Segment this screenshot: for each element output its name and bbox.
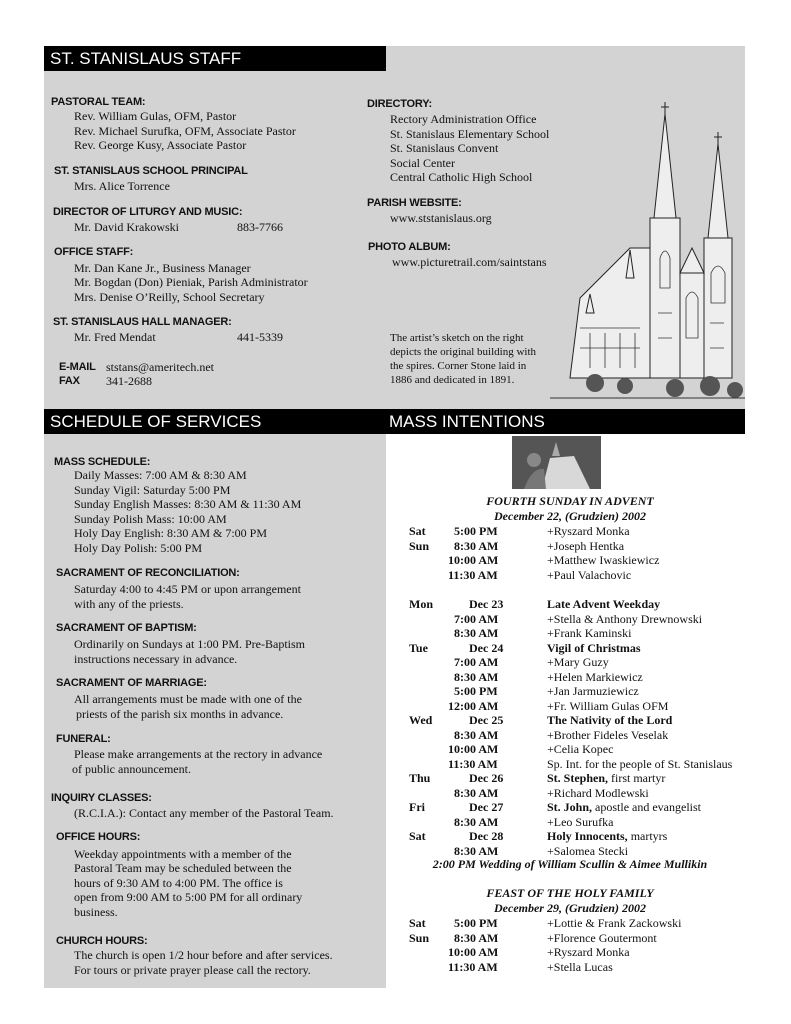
office-staff-label: OFFICE STAFF:: [54, 246, 134, 258]
inquiry-line: (R.C.I.A.): Contact any member of the Pastoral Team.: [74, 806, 334, 820]
intention-extra: first martyr: [608, 771, 666, 785]
website-label: PARISH WEBSITE:: [367, 197, 462, 209]
church-sketch-image: [550, 98, 745, 409]
intention-text: +Jan Jarmuziewicz: [547, 684, 639, 698]
intention-extra: martyrs: [627, 829, 668, 843]
hall-manager-name: Mr. Fred Mendat: [74, 330, 156, 344]
inquiry-label: INQUIRY CLASSES:: [51, 792, 152, 804]
intention-time: 10:00 AM: [448, 945, 499, 960]
marriage-label: SACRAMENT OF MARRIAGE:: [56, 677, 207, 689]
intention-text: Late Advent Weekday: [547, 597, 661, 611]
intention-text: +Salomea Stecki: [547, 843, 629, 858]
intention-time: Dec 27: [469, 800, 504, 814]
directory-name: St. Stanislaus Convent: [390, 141, 499, 155]
directory-name: Rectory Administration Office: [390, 112, 537, 126]
directory-name: St. Stanislaus Elementary School: [390, 127, 550, 141]
week2-title: FEAST OF THE HOLY FAMILY: [486, 886, 654, 900]
intention-text: St. John, apostle and evangelist: [547, 800, 701, 814]
intention-text: +Ryszard Monka: [547, 945, 630, 960]
reconciliation-label: SACRAMENT OF RECONCILIATION:: [56, 567, 240, 579]
sketch-caption: The artist’s sketch on the right depicts the original building with the spires. Corner Stone laid in 1886 and dedicated in 1891.: [390, 332, 537, 386]
intention-time: Dec 28: [469, 829, 504, 843]
intention-time: 11:30 AM: [448, 756, 498, 771]
office-hours-line: hours of 9:30 AM to 4:00 PM. The office is: [74, 876, 283, 890]
funeral-line: of public announcement.: [72, 762, 191, 776]
intention-text: +Fr. William Gulas OFM: [547, 698, 669, 713]
intention-day: Sat: [409, 524, 426, 538]
hall-manager-label: ST. STANISLAUS HALL MANAGER:: [53, 316, 232, 328]
intention-text: Vigil of Christmas: [547, 640, 641, 655]
liturgy-name: Mr. David Krakowski: [74, 220, 179, 234]
intention-day: Sun: [409, 538, 430, 553]
office-staff-line: Mr. Dan Kane Jr., Business Manager: [74, 261, 251, 275]
office-hours-line: open from 9:00 AM to 5:00 PM for all ordinary: [74, 890, 303, 904]
intention-text: +Florence Goutermont: [547, 930, 657, 945]
intention-day: Wed: [409, 713, 433, 727]
staff-header: ST. STANISLAUS STAFF: [44, 46, 386, 71]
intention-time: 10:00 AM: [448, 553, 499, 568]
intention-time: 5:00 PM: [454, 916, 498, 930]
funeral-line: Please make arrangements at the rectory in advance: [74, 747, 323, 761]
funeral-label: FUNERAL:: [56, 733, 111, 745]
week1-date: December 22, (Grudzien) 2002: [494, 509, 646, 523]
intention-text: Holy Innocents, martyrs: [547, 829, 668, 843]
intention-day: Tue: [409, 640, 428, 655]
reconciliation-line: with any of the priests.: [74, 597, 184, 611]
office-staff-line: Mrs. Denise O’Reilly, School Secretary: [74, 290, 265, 304]
intention-time: 8:30 AM: [454, 669, 499, 684]
office-hours-label: OFFICE HOURS:: [56, 831, 141, 843]
intention-time: Dec 25: [469, 713, 504, 727]
directory-name: Central Catholic High School: [390, 170, 533, 184]
church-hours-line: For tours or private prayer please call the rectory.: [74, 963, 311, 977]
email-value[interactable]: ststans@ameritech.net: [106, 360, 215, 374]
intention-day: Sat: [409, 829, 426, 843]
intention-text: +Joseph Hentka: [547, 538, 625, 553]
mass-line: Holy Day English: 8:30 AM & 7:00 PM: [74, 526, 268, 540]
intention-day: Sun: [409, 930, 430, 945]
intention-text: +Helen Markiewicz: [547, 669, 643, 684]
intention-text: +Stella & Anthony Drewnowski: [547, 611, 703, 626]
intention-text: +Paul Valachovic: [547, 567, 632, 582]
mass-line: Sunday English Masses: 8:30 AM & 11:30 AM: [74, 497, 302, 511]
intention-day: Fri: [409, 800, 425, 814]
week2-date: December 29, (Grudzien) 2002: [494, 901, 646, 915]
intention-text: Sp. Int. for the people of St. Stanislaus: [547, 756, 733, 771]
intention-time: 11:30 AM: [448, 567, 498, 582]
principal-name: Mrs. Alice Torrence: [74, 179, 170, 193]
baptism-line: instructions necessary in advance.: [74, 652, 238, 666]
intention-text: The Nativity of the Lord: [547, 713, 673, 727]
principal-label: ST. STANISLAUS SCHOOL PRINCIPAL: [54, 165, 248, 177]
intention-text: +Richard Modlewski: [547, 785, 649, 800]
intention-text: +Frank Kaminski: [547, 626, 632, 640]
intention-text: +Brother Fideles Veselak: [547, 727, 669, 742]
liturgy-label: DIRECTOR OF LITURGY AND MUSIC:: [53, 206, 243, 218]
intention-time: 8:30 AM: [454, 626, 499, 640]
fax-label: FAX: [59, 375, 80, 387]
week1-title: FOURTH SUNDAY IN ADVENT: [486, 494, 654, 508]
pastoral-line: Rev. George Kusy, Associate Pastor: [74, 138, 247, 152]
mass-line: Sunday Polish Mass: 10:00 AM: [74, 512, 227, 526]
intention-time: 7:00 AM: [454, 655, 499, 669]
intention-time: 7:00 AM: [454, 611, 499, 626]
photo-album-link[interactable]: www.picturetrail.com/saintstans: [392, 255, 547, 269]
wedding-note: 2:00 PM Wedding of William Scullin & Aimee Mullikin: [432, 857, 708, 871]
office-hours-line: business.: [74, 905, 118, 919]
intention-time: 8:30 AM: [454, 930, 499, 945]
nativity-image: [512, 436, 601, 489]
intention-time: 12:00 AM: [448, 698, 499, 713]
pastoral-line: Rev. William Gulas, OFM, Pastor: [74, 109, 237, 123]
pastoral-team-label: PASTORAL TEAM:: [51, 96, 146, 108]
intention-extra: apostle and evangelist: [592, 800, 701, 814]
email-label: E-MAIL: [59, 361, 96, 373]
intention-time: 10:00 AM: [448, 742, 499, 756]
intention-day: Mon: [409, 597, 433, 611]
reconciliation-line: Saturday 4:00 to 4:45 PM or upon arrangement: [74, 582, 301, 596]
intention-text: +Matthew Iwaskiewicz: [547, 553, 660, 568]
intention-time: 8:30 AM: [454, 727, 499, 742]
church-hours-line: The church is open 1/2 hour before and after services.: [74, 948, 333, 962]
intention-time: 5:00 PM: [454, 684, 498, 698]
intention-text: +Lottie & Frank Zackowski: [547, 916, 682, 930]
intention-time: Dec 24: [469, 640, 504, 655]
intention-time: 8:30 AM: [454, 538, 499, 553]
baptism-label: SACRAMENT OF BAPTISM:: [56, 622, 197, 634]
intention-time: 8:30 AM: [454, 843, 499, 858]
marriage-line: priests of the parish six months in advance.: [76, 707, 284, 721]
mass-schedule-label: MASS SCHEDULE:: [54, 456, 151, 468]
intention-text: +Ryszard Monka: [547, 524, 630, 538]
intention-time: 5:00 PM: [454, 524, 498, 538]
website-link[interactable]: www.ststanislaus.org: [390, 211, 492, 225]
liturgy-phone: 883-7766: [237, 220, 283, 234]
intention-time: 8:30 AM: [454, 785, 499, 800]
intention-text: +Leo Surufka: [547, 814, 614, 829]
office-hours-line: Weekday appointments with a member of the: [74, 847, 292, 861]
intentions-header: MASS INTENTIONS: [383, 409, 745, 434]
intention-text: +Celia Kopec: [547, 742, 614, 756]
intention-time: Dec 23: [469, 597, 504, 611]
intention-text: St. Stephen, first martyr: [547, 771, 666, 785]
services-header: SCHEDULE OF SERVICES: [44, 409, 386, 434]
pastoral-line: Rev. Michael Surufka, OFM, Associate Pastor: [74, 124, 296, 138]
mass-line: Daily Masses: 7:00 AM & 8:30 AM: [74, 468, 247, 482]
mass-line: Holy Day Polish: 5:00 PM: [74, 541, 203, 555]
hall-manager-phone: 441-5339: [237, 330, 283, 344]
fax-value: 341-2688: [106, 374, 152, 388]
office-hours-line: Pastoral Team may be scheduled between the: [74, 861, 292, 875]
intention-day: Thu: [409, 771, 431, 785]
intention-time: 8:30 AM: [454, 814, 499, 829]
directory-label: DIRECTORY:: [367, 98, 433, 110]
church-hours-label: CHURCH HOURS:: [56, 935, 148, 947]
intention-day: Sat: [409, 916, 426, 930]
intention-time: Dec 26: [469, 771, 504, 785]
directory-name: Social Center: [390, 156, 455, 170]
baptism-line: Ordinarily on Sundays at 1:00 PM. Pre-Baptism: [74, 637, 305, 651]
intention-text: +Mary Guzy: [547, 655, 609, 669]
office-staff-line: Mr. Bogdan (Don) Pieniak, Parish Administrator: [74, 275, 308, 289]
mass-line: Sunday Vigil: Saturday 5:00 PM: [74, 483, 231, 497]
intention-text: +Stella Lucas: [547, 959, 613, 974]
marriage-line: All arrangements must be made with one of the: [74, 692, 302, 706]
photo-album-label: PHOTO ALBUM:: [368, 241, 451, 253]
intention-time: 11:30 AM: [448, 959, 498, 974]
